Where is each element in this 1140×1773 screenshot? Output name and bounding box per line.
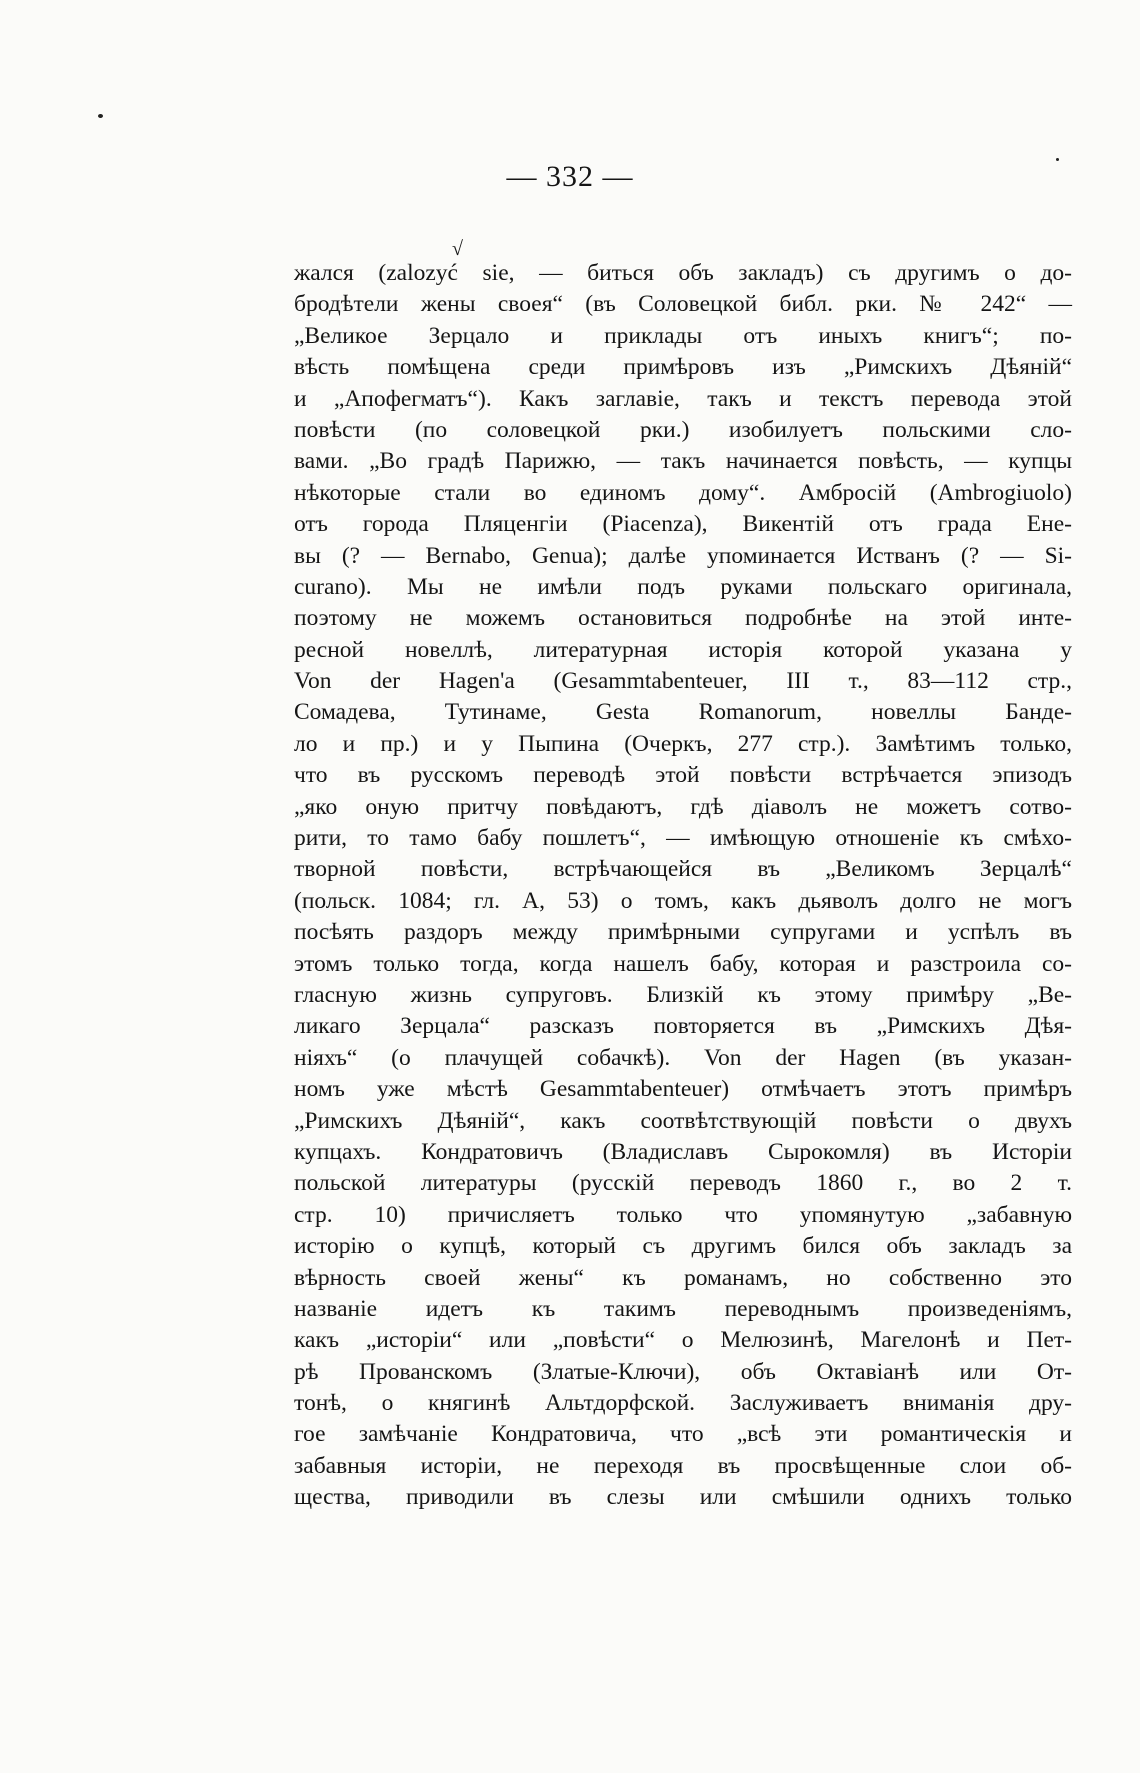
text-line: гласную жизнь супруговъ. Близкій къ этому примѣру „Ве- bbox=[294, 981, 1072, 1008]
text-line: стр. 10) причисляетъ только что упомянутую „забавную bbox=[294, 1201, 1072, 1228]
margin-checkmark: √ bbox=[452, 238, 463, 260]
text-line: рѣ Прованскомъ (Златые-Ключи), объ Октавіанѣ или От- bbox=[294, 1358, 1072, 1385]
text-line: „Римскихъ Дѣяній“, какъ соотвѣтствующій повѣсти о двухъ bbox=[294, 1107, 1072, 1134]
text-line: забавныя исторіи, не переходя въ просвѣщенные слои об- bbox=[294, 1452, 1072, 1479]
text-line: вами. „Во градѣ Парижю, — такъ начинается повѣсть, — купцы bbox=[294, 448, 1072, 475]
ink-speck bbox=[98, 114, 103, 118]
text-line: ніяхъ“ (о плачущей собачкѣ). Von der Hagen (въ указан- bbox=[294, 1044, 1072, 1071]
text-line: поэтому не можемъ остановиться подробнѣе на этой инте- bbox=[294, 605, 1072, 632]
text-line: Сомадева, Тутинаме, Gesta Romanorum, новеллы Банде- bbox=[294, 699, 1072, 726]
text-line: (польск. 1084; гл. А, 53) о томъ, какъ дьяволъ долго не могъ bbox=[294, 887, 1072, 914]
text-line: что въ русскомъ переводѣ этой повѣсти встрѣчается эпизодъ bbox=[294, 762, 1072, 789]
text-line: творной повѣсти, встрѣчающейся въ „Великомъ Зерцалѣ“ bbox=[294, 856, 1072, 883]
text-line: ло и пр.) и у Пыпина (Очеркъ, 277 стр.). Замѣтимъ только, bbox=[294, 730, 1072, 757]
page-number: — 332 — bbox=[506, 160, 634, 193]
text-line: какъ „исторіи“ или „повѣсти“ о Мелюзинѣ, Магелонѣ и Пет- bbox=[294, 1327, 1072, 1354]
text-line: номъ уже мѣстѣ Gesammtabenteuer) отмѣчаетъ этотъ примѣръ bbox=[294, 1076, 1072, 1103]
text-line: жался (zalozyć sie, — биться объ закладъ) съ другимъ о до- bbox=[294, 260, 1072, 286]
text-line: ресной новеллѣ, литературная исторія которой указана у bbox=[294, 636, 1072, 663]
text-line: вы (? — Bernabo, Genua); далѣе упоминается Истванъ (? — Si- bbox=[294, 542, 1072, 569]
text-line: curano). Мы не имѣли подъ руками польскаго оригинала, bbox=[294, 573, 1072, 600]
text-line: повѣсти (по соловецкой рки.) изобилуетъ польскими сло- bbox=[294, 416, 1072, 443]
text-line: гое замѣчаніе Кондратовича, что „всѣ эти романтическія и bbox=[294, 1421, 1072, 1448]
text-line: „Великое Зерцало и приклады отъ иныхъ книгъ“; по- bbox=[294, 322, 1072, 349]
text-line: купцахъ. Кондратовичъ (Владиславъ Сырокомля) въ Исторіи bbox=[294, 1138, 1072, 1165]
text-line: посѣять раздоръ между примѣрными супругами и успѣлъ въ bbox=[294, 919, 1072, 946]
text-line: нѣкоторые стали во единомъ дому“. Амбросій (Ambrogiuolo) bbox=[294, 479, 1072, 506]
text-line: „яко оную притчу повѣдаютъ, гдѣ діаволъ не можетъ сотво- bbox=[294, 793, 1072, 820]
text-line: Von der Hagen'а (Gesammtabenteuer, III т., 83—112 стр., bbox=[294, 668, 1072, 695]
text-line: тонѣ, о княгинѣ Альтдорфской. Заслуживаетъ вниманія дру- bbox=[294, 1390, 1072, 1417]
text-line: вѣрность своей жены“ къ романамъ, но собственно это bbox=[294, 1264, 1072, 1291]
text-line: польской литературы (русскій переводъ 1860 г., во 2 т. bbox=[294, 1170, 1072, 1197]
text-line: отъ города Пляценгіи (Piacenza), Викентій отъ града Ене- bbox=[294, 511, 1072, 538]
text-line: этомъ только тогда, когда нашелъ бабу, которая и разстроила со- bbox=[294, 950, 1072, 977]
text-line: вѣсть помѣщена среди примѣровъ изъ „Римскихъ Дѣяній“ bbox=[294, 354, 1072, 381]
text-line: щества, приводили въ слезы или смѣшили однихъ только bbox=[294, 1484, 1072, 1511]
text-line: названіе идетъ къ такимъ переводнымъ произведеніямъ, bbox=[294, 1295, 1072, 1322]
text-line: ликаго Зерцала“ разсказъ повторяется въ „Римскихъ Дѣя- bbox=[294, 1013, 1072, 1040]
text-line: и „Апофегматъ“). Какъ заглавіе, такъ и текстъ перевода этой bbox=[294, 385, 1072, 412]
text-line: бродѣтели жены своея“ (въ Соловецкой библ. рки. № 242“ — bbox=[294, 291, 1072, 318]
body-text bbox=[294, 258, 1072, 1514]
text-line: рити, то тамо бабу пошлетъ“, — имѣющую отношеніе къ смѣхо- bbox=[294, 825, 1072, 852]
text-line: исторію о купцѣ, который съ другимъ бился объ закладъ за bbox=[294, 1233, 1072, 1260]
